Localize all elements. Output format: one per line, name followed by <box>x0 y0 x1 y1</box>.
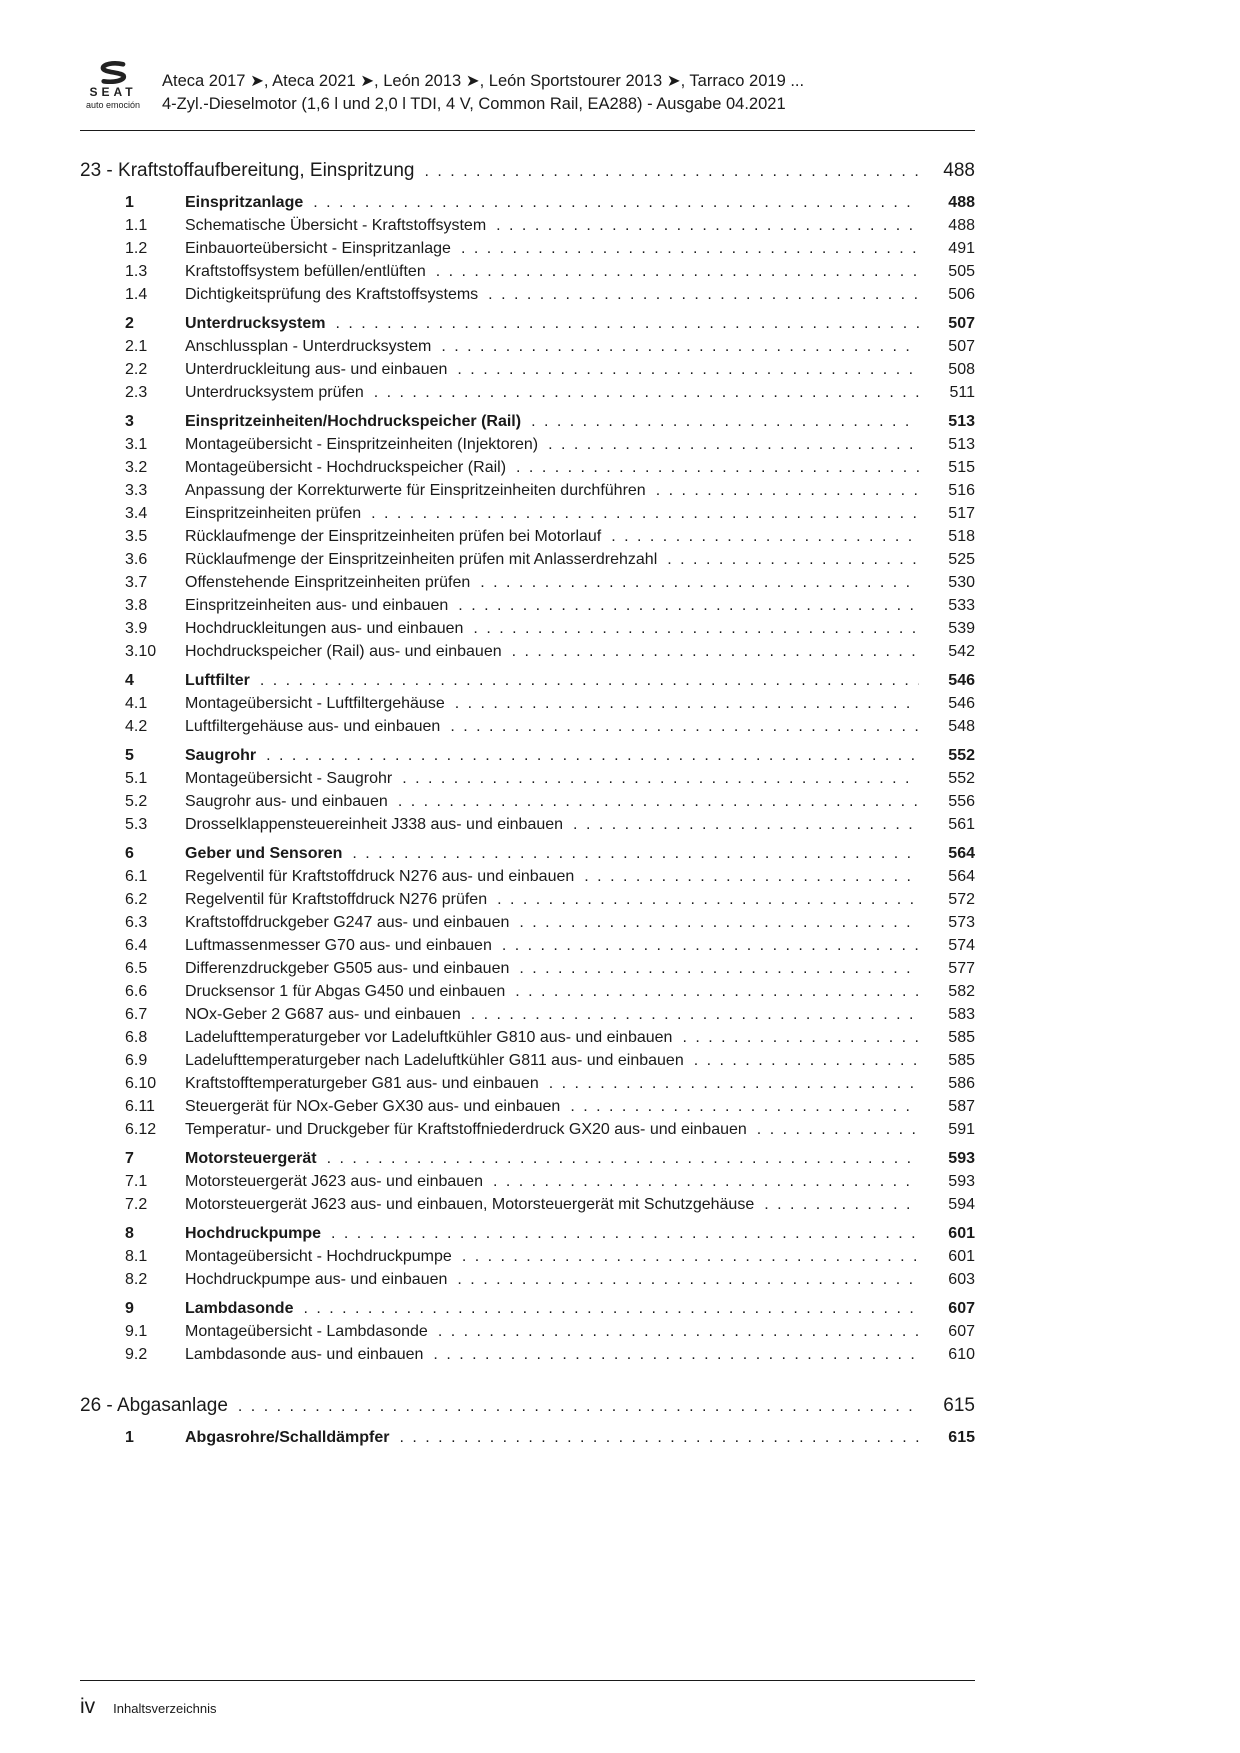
entry-title: NOx-Geber 2 G687 aus- und einbauen <box>185 1006 461 1023</box>
entry-title: Montageübersicht - Einspritzeinheiten (Injektoren) <box>185 436 539 453</box>
entry-page-number: 525 <box>948 551 975 568</box>
entry-title: Montageübersicht - Lambdasonde <box>185 1323 428 1340</box>
entry-number: 5.3 <box>125 816 148 833</box>
entry-page-number: 542 <box>948 643 975 660</box>
toc-subsection-row <box>80 640 975 663</box>
entry-title: Montageübersicht - Hochdruckspeicher (Rail) <box>185 459 507 476</box>
toc-subsection-row <box>80 1193 975 1216</box>
chapter-title: 23 - Kraftstoffaufbereitung, Einspritzung <box>80 160 415 181</box>
dot-leader <box>238 1393 919 1420</box>
entry-number: 3.6 <box>125 551 148 568</box>
entry-number: 5.2 <box>125 793 148 810</box>
toc-subsection-row <box>80 479 975 502</box>
entry-title: Lambdasonde aus- und einbauen <box>185 1346 424 1363</box>
dot-leader <box>667 548 919 571</box>
entry-number: 6.2 <box>125 891 148 908</box>
entry-page-number: 603 <box>948 1271 975 1288</box>
entry-title: Kraftstofftemperaturgeber G81 aus- und einbauen <box>185 1075 539 1092</box>
entry-number: 3.2 <box>125 459 148 476</box>
entry-number: 3.5 <box>125 528 148 545</box>
toc-subsection-row <box>80 980 975 1003</box>
entry-title: Hochdruckpumpe aus- und einbauen <box>185 1271 448 1288</box>
dot-leader <box>458 594 919 617</box>
entry-title: Temperatur- und Druckgeber für Kraftstoffniederdruck GX20 aus- und einbauen <box>185 1121 747 1138</box>
toc-section-row <box>80 312 975 335</box>
entry-number: 1 <box>125 1429 134 1446</box>
toc-subsection-row <box>80 260 975 283</box>
entry-title: Luftmassenmesser G70 aus- und einbauen <box>185 937 492 954</box>
entry-page-number: 572 <box>948 891 975 908</box>
dot-leader <box>656 479 919 502</box>
toc-section-row <box>80 1297 975 1320</box>
entry-page-number: 552 <box>948 747 975 764</box>
header-engine-line: 4-Zyl.-Dieselmotor (1,6 l und 2,0 l TDI, 4 V, Common Rail, EA288) - Ausgabe 04.2021 <box>162 95 786 113</box>
dot-leader <box>516 456 919 479</box>
footer-section-label: Inhaltsverzeichnis <box>113 1701 217 1716</box>
entry-title: Unterdrucksystem prüfen <box>185 384 364 401</box>
toc-subsection-row <box>80 1170 975 1193</box>
toc-chapter-row <box>80 157 975 185</box>
entry-number: 9.1 <box>125 1323 148 1340</box>
seat-s-icon <box>96 60 130 84</box>
header-models-line: Ateca 2017 ➤, Ateca 2021 ➤, León 2013 ➤, León Sportstourer 2013 ➤, Tarraco 2019 ... <box>162 72 805 90</box>
dot-leader <box>611 525 919 548</box>
entry-title: Einspritzeinheiten prüfen <box>185 505 362 522</box>
toc-chapter-row <box>80 1392 975 1420</box>
dot-leader <box>764 1193 919 1216</box>
entry-page-number: 593 <box>948 1150 975 1167</box>
entry-page-number: 601 <box>948 1248 975 1265</box>
dot-leader <box>266 744 919 767</box>
entry-title: Montageübersicht - Luftfiltergehäuse <box>185 695 445 712</box>
dot-leader <box>455 692 919 715</box>
toc-subsection-row <box>80 571 975 594</box>
toc-section-row <box>80 744 975 767</box>
entry-page-number: 517 <box>948 505 975 522</box>
toc-section-row <box>80 1222 975 1245</box>
entry-page-number: 507 <box>948 338 975 355</box>
entry-page-number: 607 <box>948 1300 975 1317</box>
entry-page-number: 516 <box>948 482 975 499</box>
seat-logo <box>80 60 146 110</box>
entry-number: 8.2 <box>125 1271 148 1288</box>
dot-leader <box>436 260 919 283</box>
dot-leader <box>496 214 919 237</box>
entry-page-number: 515 <box>948 459 975 476</box>
dot-leader <box>352 842 919 865</box>
dot-leader <box>519 957 919 980</box>
dot-leader <box>488 283 919 306</box>
entry-title: Hochdruckleitungen aus- und einbauen <box>185 620 464 637</box>
entry-title: Einspritzeinheiten/Hochdruckspeicher (Rail) <box>185 413 522 430</box>
entry-number: 6.1 <box>125 868 148 885</box>
toc-subsection-row <box>80 283 975 306</box>
entry-title: Kraftstoffsystem befüllen/entlüften <box>185 263 426 280</box>
entry-title: Lambdasonde <box>185 1300 294 1317</box>
dot-leader <box>757 1118 919 1141</box>
entry-page-number: 564 <box>948 868 975 885</box>
entry-title: Unterdruckleitung aus- und einbauen <box>185 361 448 378</box>
toc-section-row <box>80 410 975 433</box>
toc-section-row <box>80 1426 975 1449</box>
entry-title: Einspritzeinheiten aus- und einbauen <box>185 597 449 614</box>
entry-page-number: 586 <box>948 1075 975 1092</box>
entry-page-number: 556 <box>948 793 975 810</box>
entry-page-number: 546 <box>948 695 975 712</box>
entry-page-number: 513 <box>948 436 975 453</box>
entry-number: 6.5 <box>125 960 148 977</box>
entry-title: Steuergerät für NOx-Geber GX30 aus- und einbauen <box>185 1098 561 1115</box>
dot-leader <box>260 669 919 692</box>
entry-title: Anschlussplan - Unterdrucksystem <box>185 338 432 355</box>
dot-leader <box>433 1343 919 1366</box>
entry-number: 3.8 <box>125 597 148 614</box>
entry-title: Ladelufttemperaturgeber vor Ladeluftkühler G810 aus- und einbauen <box>185 1029 673 1046</box>
dot-leader <box>371 502 919 525</box>
entry-page-number: 564 <box>948 845 975 862</box>
toc-subsection-row <box>80 1072 975 1095</box>
toc-subsection-row <box>80 865 975 888</box>
toc-section-row <box>80 669 975 692</box>
entry-number: 2.3 <box>125 384 148 401</box>
dot-leader <box>336 312 920 335</box>
entry-number: 1.4 <box>125 286 148 303</box>
toc-subsection-row <box>80 911 975 934</box>
toc-subsection-row <box>80 1320 975 1343</box>
entry-title: Kraftstoffdruckgeber G247 aus- und einbauen <box>185 914 510 931</box>
entry-number: 8.1 <box>125 1248 148 1265</box>
dot-leader <box>549 1072 919 1095</box>
toc-subsection-row <box>80 1003 975 1026</box>
toc-subsection-row <box>80 957 975 980</box>
entry-number: 5 <box>125 747 134 764</box>
entry-number: 7.1 <box>125 1173 148 1190</box>
entry-page-number: 593 <box>948 1173 975 1190</box>
entry-number: 3.10 <box>125 643 157 660</box>
dot-leader <box>512 640 919 663</box>
entry-number: 3.9 <box>125 620 148 637</box>
seat-logo-tagline: auto emoción <box>85 100 141 110</box>
dot-leader <box>471 1003 919 1026</box>
entry-page-number: 546 <box>948 672 975 689</box>
entry-page-number: 601 <box>948 1225 975 1242</box>
entry-number: 6.11 <box>125 1098 155 1115</box>
toc-subsection-row <box>80 358 975 381</box>
page-number-roman: iv <box>80 1695 96 1718</box>
entry-number: 6.12 <box>125 1121 157 1138</box>
entry-number: 6.3 <box>125 914 148 931</box>
entry-number: 2.2 <box>125 361 148 378</box>
entry-number: 1.3 <box>125 263 148 280</box>
entry-title: Einspritzanlage <box>185 194 304 211</box>
chapter-page-number: 488 <box>943 160 975 181</box>
page-footer <box>80 1680 975 1719</box>
entry-number: 6.9 <box>125 1052 148 1069</box>
toc-subsection-row <box>80 237 975 260</box>
entry-page-number: 561 <box>948 816 975 833</box>
entry-number: 6.8 <box>125 1029 148 1046</box>
toc-subsection-row <box>80 381 975 404</box>
entry-number: 9 <box>125 1300 134 1317</box>
entry-title: Schematische Übersicht - Kraftstoffsystem <box>185 217 487 234</box>
entry-number: 7.2 <box>125 1196 148 1213</box>
toc-subsection-row <box>80 214 975 237</box>
table-of-contents <box>80 157 975 1449</box>
toc-subsection-row <box>80 1343 975 1366</box>
entry-title: Montageübersicht - Saugrohr <box>185 770 393 787</box>
dot-leader <box>374 381 919 404</box>
dot-leader <box>303 1297 919 1320</box>
entry-number: 4.1 <box>125 695 148 712</box>
dot-leader <box>438 1320 919 1343</box>
entry-page-number: 533 <box>948 597 975 614</box>
entry-page-number: 577 <box>948 960 975 977</box>
dot-leader <box>400 1426 920 1449</box>
entry-title: Motorsteuergerät J623 aus- und einbauen, Motorsteuergerät mit Schutzgehäuse <box>185 1196 755 1213</box>
toc-subsection-row <box>80 715 975 738</box>
entry-number: 6 <box>125 845 134 862</box>
toc-subsection-row <box>80 1118 975 1141</box>
toc-section-row <box>80 191 975 214</box>
entry-page-number: 591 <box>948 1121 975 1138</box>
chapter-title: 26 - Abgasanlage <box>80 1395 228 1416</box>
entry-title: Dichtigkeitsprüfung des Kraftstoffsystems <box>185 286 479 303</box>
dot-leader <box>480 571 919 594</box>
entry-page-number: 585 <box>948 1029 975 1046</box>
entry-title: Anpassung der Korrekturwerte für Einspritzeinheiten durchführen <box>185 482 646 499</box>
entry-page-number: 511 <box>949 384 975 401</box>
entry-page-number: 506 <box>948 286 975 303</box>
entry-title: Rücklaufmenge der Einspritzeinheiten prüfen mit Anlasserdrehzahl <box>185 551 658 568</box>
entry-page-number: 488 <box>948 217 975 234</box>
header-text <box>162 64 804 116</box>
entry-title: Ladelufttemperaturgeber nach Ladeluftkühler G811 aus- und einbauen <box>185 1052 684 1069</box>
entry-title: Hochdruckpumpe <box>185 1225 322 1242</box>
entry-number: 5.1 <box>125 770 148 787</box>
entry-page-number: 513 <box>948 413 975 430</box>
entry-page-number: 583 <box>948 1006 975 1023</box>
entry-title: Drosselklappensteuereinheit J338 aus- und einbauen <box>185 816 564 833</box>
entry-page-number: 508 <box>948 361 975 378</box>
toc-subsection-row <box>80 888 975 911</box>
seat-logo-wordmark: SEAT <box>89 85 137 99</box>
entry-title: Motorsteuergerät J623 aus- und einbauen <box>185 1173 483 1190</box>
dot-leader <box>450 715 919 738</box>
entry-page-number: 507 <box>948 315 975 332</box>
entry-page-number: 573 <box>948 914 975 931</box>
entry-page-number: 518 <box>948 528 975 545</box>
dot-leader <box>424 158 919 185</box>
toc-subsection-row <box>80 790 975 813</box>
dot-leader <box>694 1049 919 1072</box>
dot-leader <box>441 335 919 358</box>
entry-number: 4.2 <box>125 718 148 735</box>
toc-subsection-row <box>80 617 975 640</box>
entry-title: Drucksensor 1 für Abgas G450 und einbauen <box>185 983 506 1000</box>
toc-subsection-row <box>80 1026 975 1049</box>
toc-subsection-row <box>80 1268 975 1291</box>
entry-page-number: 607 <box>948 1323 975 1340</box>
toc-subsection-row <box>80 335 975 358</box>
entry-number: 3.7 <box>125 574 148 591</box>
entry-title: Regelventil für Kraftstoffdruck N276 prüfen <box>185 891 488 908</box>
entry-number: 7 <box>125 1150 134 1167</box>
dot-leader <box>515 980 919 1003</box>
dot-leader <box>331 1222 919 1245</box>
toc-subsection-row <box>80 1245 975 1268</box>
entry-title: Saugrohr aus- und einbauen <box>185 793 388 810</box>
entry-page-number: 505 <box>948 263 975 280</box>
entry-title: Motorsteuergerät <box>185 1150 317 1167</box>
toc-subsection-row <box>80 813 975 836</box>
page-header <box>80 64 975 116</box>
entry-number: 6.4 <box>125 937 148 954</box>
dot-leader <box>548 433 919 456</box>
entry-number: 1.1 <box>125 217 148 234</box>
entry-title: Hochdruckspeicher (Rail) aus- und einbauen <box>185 643 502 660</box>
dot-leader <box>497 888 919 911</box>
entry-title: Unterdrucksystem <box>185 315 326 332</box>
entry-page-number: 582 <box>948 983 975 1000</box>
toc-subsection-row <box>80 548 975 571</box>
toc-subsection-row <box>80 456 975 479</box>
toc-subsection-row <box>80 433 975 456</box>
entry-number: 6.6 <box>125 983 148 1000</box>
entry-number: 9.2 <box>125 1346 148 1363</box>
entry-page-number: 610 <box>948 1346 975 1363</box>
entry-title: Einbauorteübersicht - Einspritzanlage <box>185 240 451 257</box>
entry-page-number: 530 <box>948 574 975 591</box>
entry-number: 1.2 <box>125 240 148 257</box>
toc-subsection-row <box>80 594 975 617</box>
dot-leader <box>573 813 919 836</box>
entry-title: Luftfiltergehäuse aus- und einbauen <box>185 718 441 735</box>
entry-page-number: 548 <box>948 718 975 735</box>
toc-section-row <box>80 1147 975 1170</box>
entry-page-number: 491 <box>948 240 975 257</box>
chapter-page-number: 615 <box>943 1395 975 1416</box>
entry-page-number: 552 <box>948 770 975 787</box>
entry-title: Rücklaufmenge der Einspritzeinheiten prüfen bei Motorlauf <box>185 528 602 545</box>
toc-subsection-row <box>80 934 975 957</box>
toc-section-row <box>80 842 975 865</box>
entry-number: 3 <box>125 413 134 430</box>
toc-subsection-row <box>80 767 975 790</box>
entry-page-number: 587 <box>948 1098 975 1115</box>
entry-title: Luftfilter <box>185 672 250 689</box>
entry-number: 6.7 <box>125 1006 148 1023</box>
dot-leader <box>493 1170 919 1193</box>
entry-page-number: 488 <box>948 194 975 211</box>
dot-leader <box>457 358 919 381</box>
entry-title: Regelventil für Kraftstoffdruck N276 aus- und einbauen <box>185 868 575 885</box>
entry-number: 2 <box>125 315 134 332</box>
entry-number: 2.1 <box>125 338 148 355</box>
entry-title: Montageübersicht - Hochdruckpumpe <box>185 1248 452 1265</box>
header-divider <box>80 130 975 131</box>
entry-page-number: 615 <box>948 1429 975 1446</box>
entry-number: 1 <box>125 194 134 211</box>
entry-page-number: 574 <box>948 937 975 954</box>
entry-title: Offenstehende Einspritzeinheiten prüfen <box>185 574 471 591</box>
toc-subsection-row <box>80 692 975 715</box>
entry-page-number: 585 <box>948 1052 975 1069</box>
dot-leader <box>327 1147 919 1170</box>
entry-number: 4 <box>125 672 134 689</box>
dot-leader <box>682 1026 919 1049</box>
entry-number: 6.10 <box>125 1075 157 1092</box>
entry-number: 8 <box>125 1225 134 1242</box>
dot-leader <box>473 617 919 640</box>
dot-leader <box>502 934 919 957</box>
dot-leader <box>402 767 919 790</box>
dot-leader <box>313 191 919 214</box>
toc-subsection-row <box>80 525 975 548</box>
entry-page-number: 594 <box>948 1196 975 1213</box>
toc-subsection-row <box>80 1095 975 1118</box>
entry-number: 3.3 <box>125 482 148 499</box>
dot-leader <box>531 410 919 433</box>
entry-number: 3.4 <box>125 505 148 522</box>
entry-title: Differenzdruckgeber G505 aus- und einbauen <box>185 960 510 977</box>
entry-title: Abgasrohre/Schalldämpfer <box>185 1429 390 1446</box>
toc-subsection-row <box>80 1049 975 1072</box>
dot-leader <box>570 1095 919 1118</box>
entry-title: Saugrohr <box>185 747 257 764</box>
dot-leader <box>462 1245 919 1268</box>
dot-leader <box>398 790 919 813</box>
entry-title: Geber und Sensoren <box>185 845 343 862</box>
entry-number: 3.1 <box>125 436 148 453</box>
entry-page-number: 539 <box>948 620 975 637</box>
dot-leader <box>519 911 919 934</box>
dot-leader <box>584 865 919 888</box>
dot-leader <box>461 237 919 260</box>
toc-subsection-row <box>80 502 975 525</box>
dot-leader <box>457 1268 919 1291</box>
